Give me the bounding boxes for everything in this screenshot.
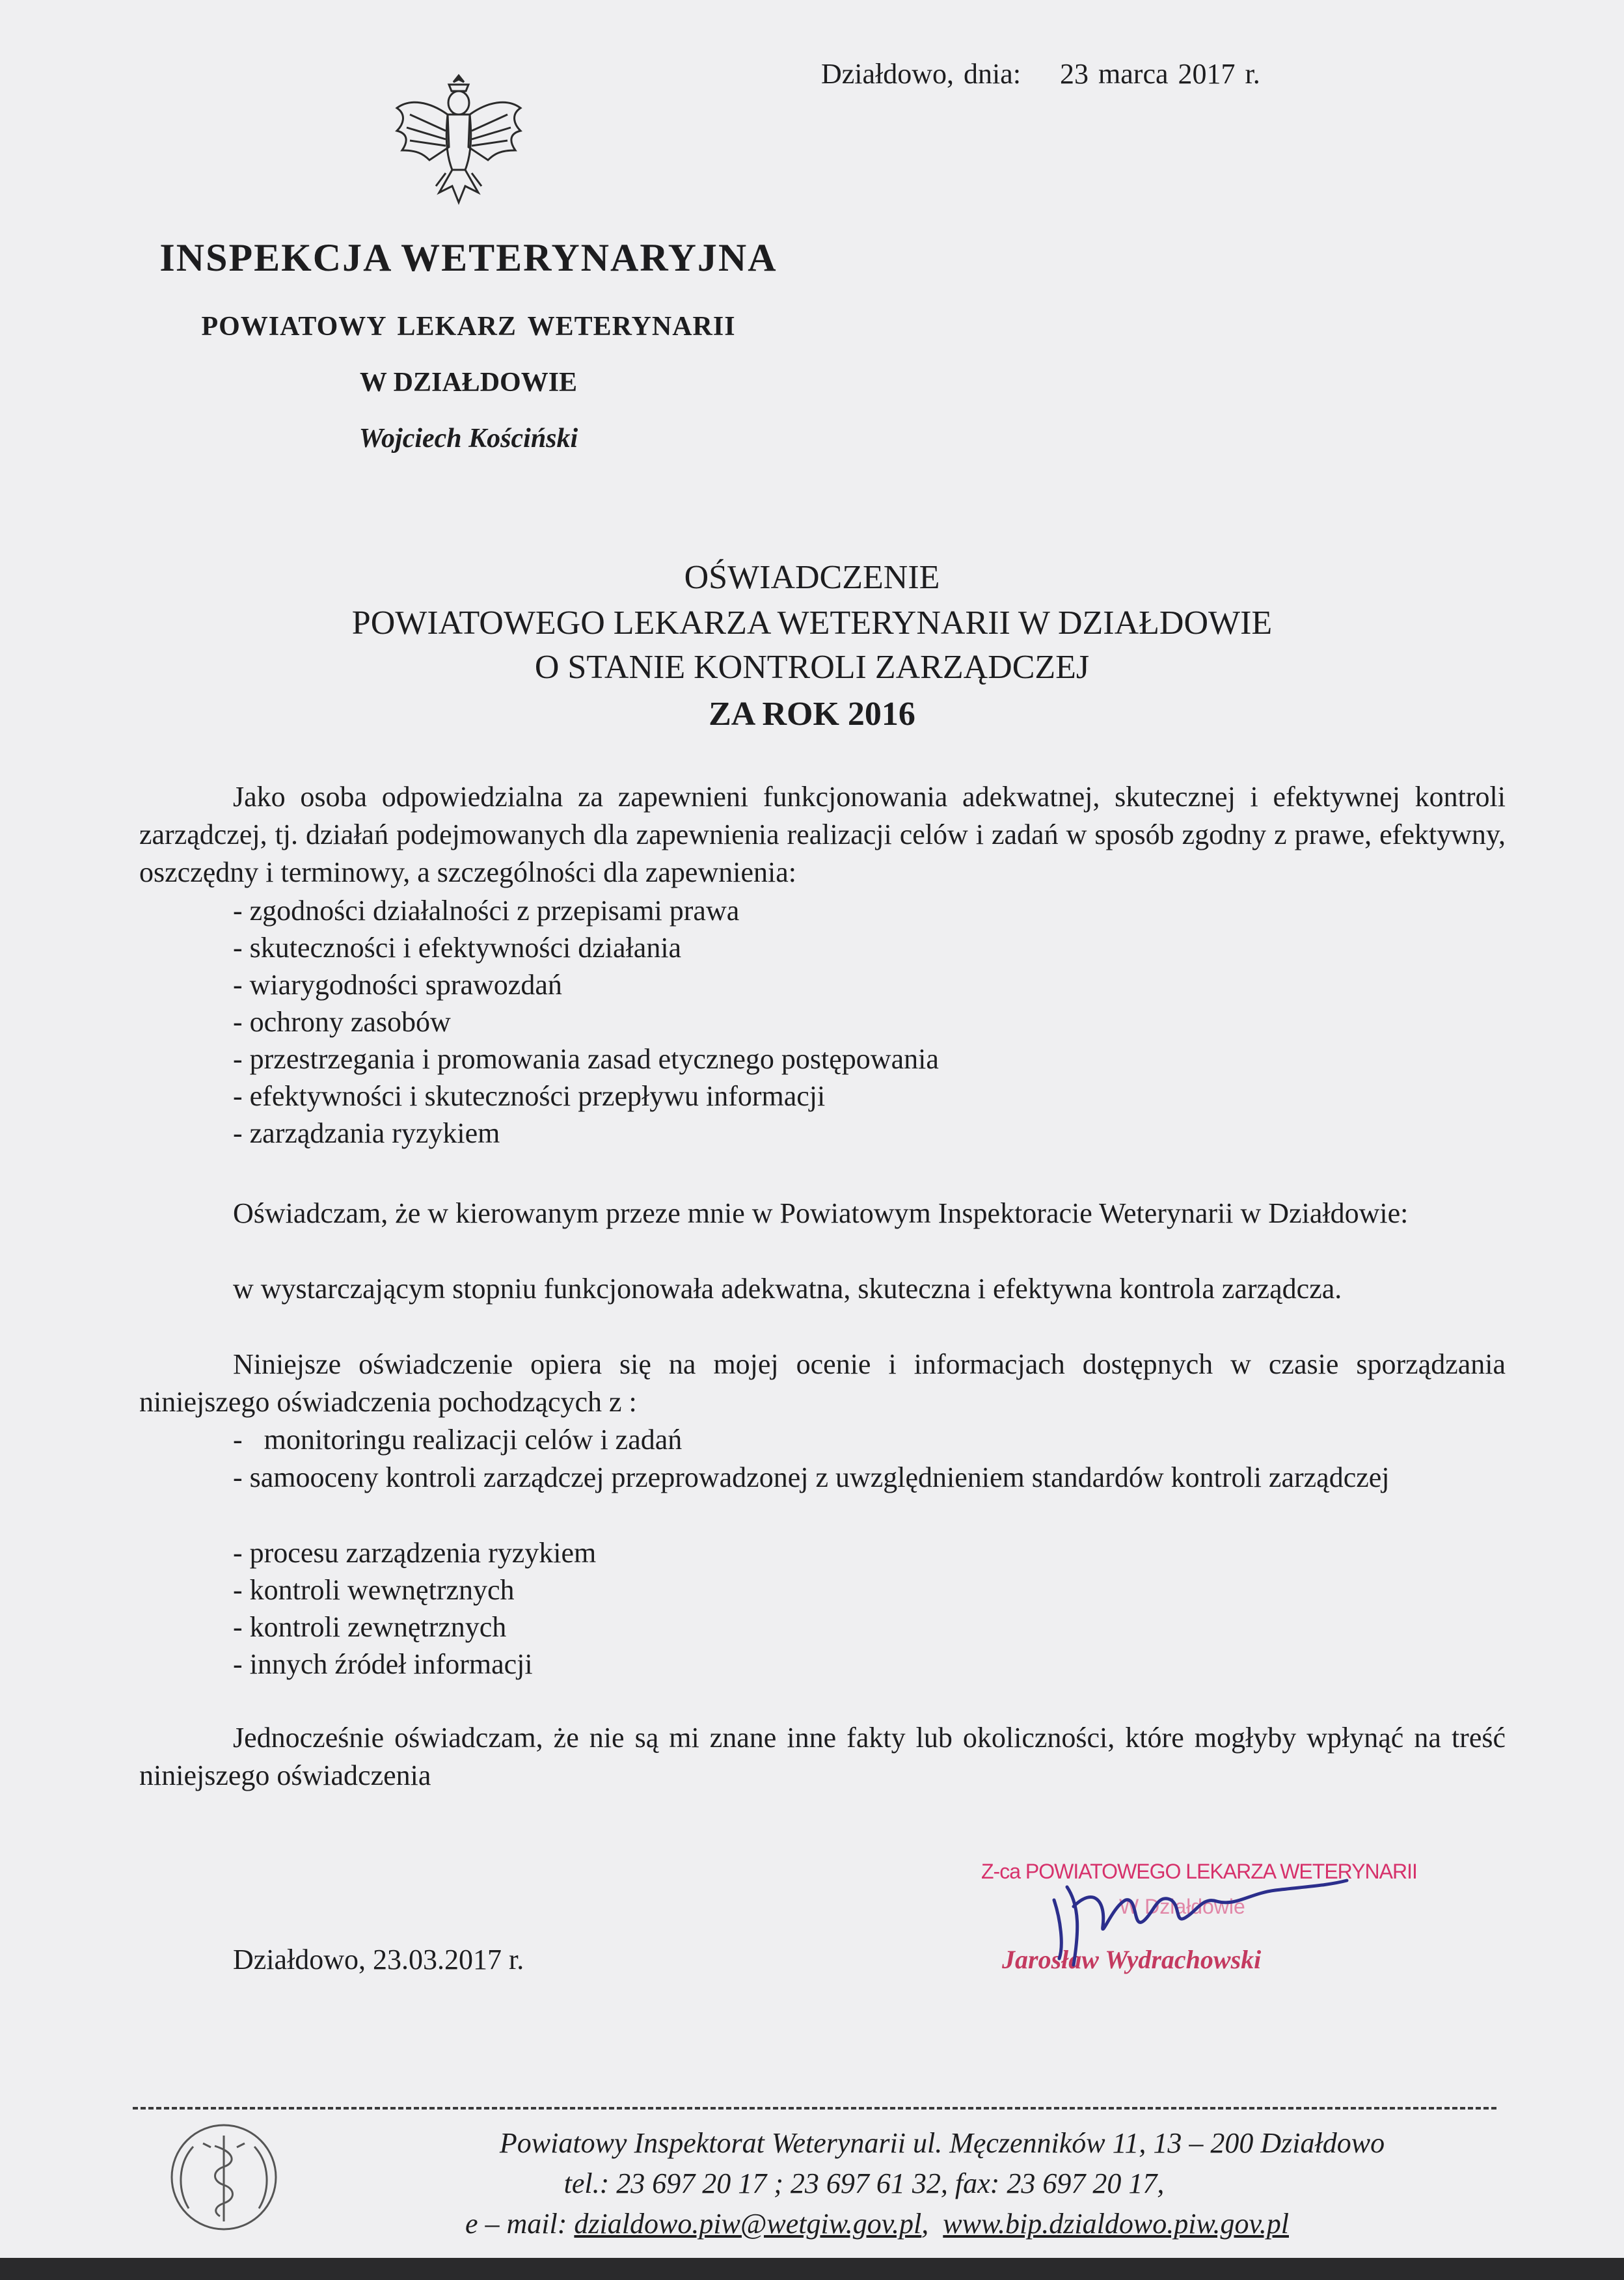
- closing-text: Jednocześnie oświadczam, że nie są mi znane inne fakty lub okoliczności, które mogłyby wpłynąć na treść niniejszego oświadczenia: [139, 1722, 1506, 1791]
- handwritten-signature: [1041, 1861, 1353, 1972]
- list-item: - innych źródeł informacji: [233, 1648, 533, 1680]
- website-link[interactable]: www.bip.dzialdowo.piw.gov.pl: [943, 2208, 1289, 2240]
- issue-date-label: Działdowo, dnia:: [821, 58, 1022, 90]
- stamp-name: Jarosław Wydrachowski: [1002, 1945, 1262, 1974]
- basis-paragraph: [139, 1346, 1506, 1421]
- email-link[interactable]: dzialdowo.piw@wetgiw.gov.pl: [574, 2208, 922, 2240]
- list-item: - wiarygodności sprawozdań: [233, 969, 562, 1001]
- list-item: - samooceny kontroli zarządczej przeprowadzonej z uwzględnieniem standardów kontroli zarządczej: [233, 1461, 1390, 1493]
- stamp-location: W Działdowie: [1119, 1895, 1245, 1918]
- list-item: - monitoringu realizacji celów i zadań: [233, 1424, 683, 1456]
- list-item: - procesu zarządzenia ryzykiem: [233, 1537, 597, 1569]
- document-title-line-3: O STANIE KONTROLI ZARZĄDCZEJ: [534, 649, 1090, 686]
- list-item: - kontroli zewnętrznych: [233, 1611, 507, 1643]
- declaration-result: [233, 1270, 1342, 1307]
- list-item: - zarządzania ryzykiem: [233, 1117, 500, 1149]
- document-title-line-2: POWIATOWEGO LEKARZA WETERYNARII W DZIAŁDOWIE: [351, 604, 1273, 642]
- officer-name: Wojciech Kościński: [359, 424, 578, 454]
- footer-contact: e – mail: dzialdowo.piw@wetgiw.gov.pl, www.bip.dzialdowo.piw.gov.pl: [465, 2208, 1289, 2240]
- list-item: - kontroli wewnętrznych: [233, 1574, 515, 1606]
- issue-date: [821, 57, 1260, 90]
- office-location: W DZIAŁDOWIE: [359, 368, 578, 398]
- document-title-year: ZA ROK 2016: [709, 696, 915, 733]
- declaration-paragraph: [139, 1195, 1506, 1232]
- list-item: - zgodności działalności z przepisami prawa: [233, 895, 740, 927]
- footer-phones: tel.: 23 697 20 17 ; 23 697 61 32, fax: 23 697 20 17,: [563, 2167, 1165, 2199]
- list-item: - przestrzegania i promowania zasad etycznego postępowania: [233, 1043, 939, 1075]
- list-item: - efektywności i skuteczności przepływu informacji: [233, 1080, 826, 1112]
- basis-text: Niniejsze oświadczenie opiera się na mojej ocenie i informacjach dostępnych w czasie sporządzania niniejszego oświadczenia pochodzących z :: [139, 1348, 1506, 1418]
- office-name: POWIATOWY LEKARZ WETERYNARII: [201, 312, 736, 342]
- footer-divider: [133, 2107, 1496, 2110]
- declaration-result-text: w wystarczającym stopniu funkcjonowała adekwatna, skuteczna i efektywna kontrola zarządcza.: [233, 1273, 1342, 1305]
- sources-list-wrapped-item: [139, 1459, 1506, 1497]
- polish-eagle-emblem-icon: [390, 62, 527, 212]
- sources-list-first: [233, 1421, 682, 1458]
- institution-name: INSPEKCJA WETERYNARYJNA: [159, 236, 778, 279]
- scan-edge: [0, 2258, 1624, 2280]
- closing-paragraph: [139, 1719, 1506, 1795]
- email-label: e – mail:: [465, 2208, 567, 2240]
- issue-date-value: 23 marca 2017 r.: [1060, 58, 1260, 90]
- intro-text: Jako osoba odpowiedzialna za zapewnieni funkcjonowania adekwatnej, skutecznej i efektywnej kontroli zarządczej, tj. działań podejmowanych dla zapewnienia realizacji celów i zadań w sposób zgodny z prawe, efektywny, oszczędny i terminowy, a szczególności dla zapewnienia:: [139, 781, 1506, 888]
- declaration-text: Oświadczam, że w kierowanym przeze mnie w Powiatowym Inspektoracie Weterynarii w Działdowie:: [233, 1197, 1409, 1229]
- goals-list: [233, 892, 939, 1152]
- footer-address: Powiatowy Inspektorat Weterynarii ul. Męczenników 11, 13 – 200 Działdowo: [499, 2127, 1385, 2159]
- intro-paragraph: [139, 778, 1506, 891]
- list-item: - ochrony zasobów: [233, 1006, 451, 1038]
- stamp-title: Z-ca POWIATOWEGO LEKARZA WETERYNARII: [981, 1860, 1417, 1883]
- document-title: OŚWIADCZENIE: [684, 559, 940, 596]
- signing-place-date: Działdowo, 23.03.2017 r.: [233, 1944, 524, 1975]
- list-item: - skuteczności i efektywności działania: [233, 932, 682, 964]
- sources-list: [233, 1534, 596, 1683]
